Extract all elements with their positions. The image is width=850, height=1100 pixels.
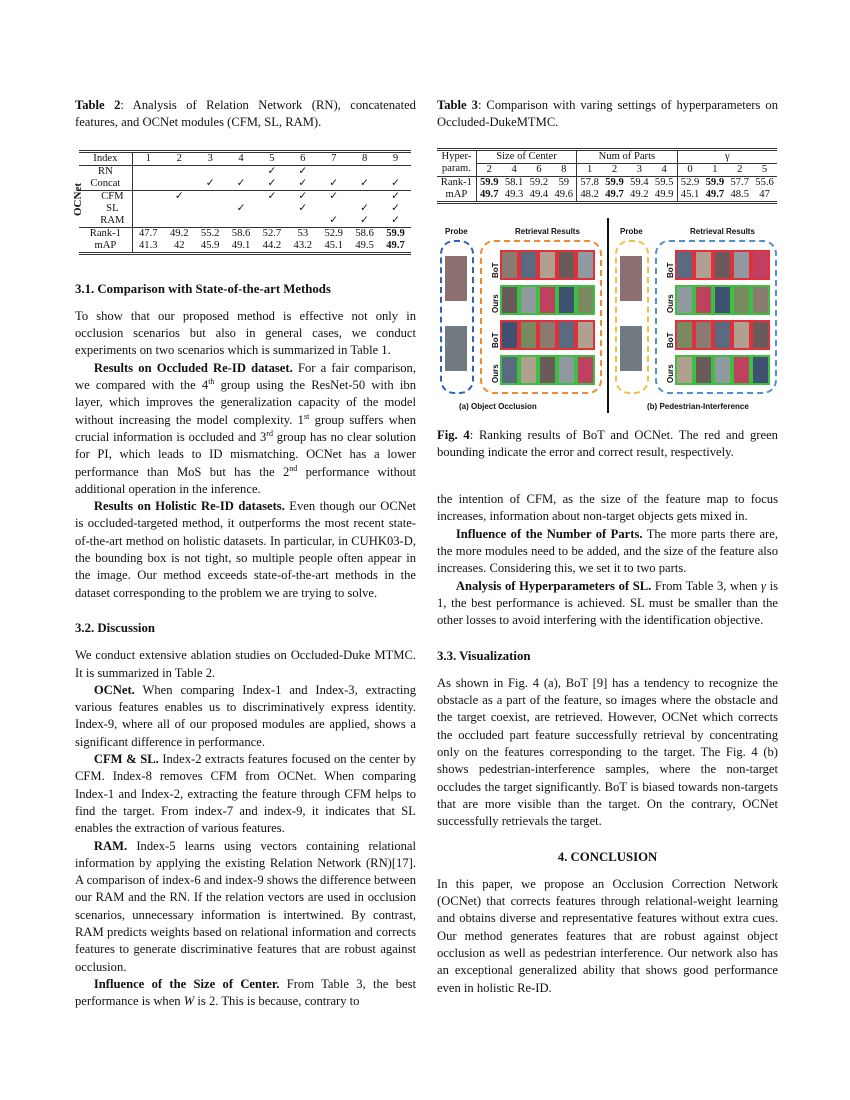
metric-value: 42 (173, 239, 185, 251)
error-result-image (519, 320, 538, 350)
table3 (437, 148, 777, 204)
table2 (72, 150, 411, 255)
check-cell: ✓ (267, 190, 277, 202)
text-span: As shown in Fig. 4 (a), BoT [9] has a tendency to recognize the obstacle as a part of the feature, so images where the obstacle and the target coexist, are retrieved. However, OCNet which corrects the occluded part feature successfully retrieval by concentrating only on the features corresponding to the target. The Fig. 4 (b) shows pedestrian-interference samples, where the non-target occludes the target significantly. BoT is biased towards non-targets that are more visible than the target. On the contrary, OCNet successfully retrievals the target. (437, 675, 778, 829)
error-result-image (713, 320, 732, 350)
text-span: group using the ResNet-50 with ibn layer, which improves the generalization capacity of the model without increasing the model complexity. 1 (75, 378, 416, 427)
error-result-image (557, 320, 576, 350)
setting-cell: 2 (486, 163, 492, 175)
paragraph (437, 876, 778, 997)
metric-value: 59.4 (630, 176, 649, 188)
text-span: When comparing Index-1 and Index-3, extracting various features enables us to discriminatively express identity. Index-9, where all of our proposed modules are applied, shows a significant difference in performance. (75, 682, 416, 749)
check-cell (195, 165, 226, 178)
figure4-label: Fig. 4 (437, 427, 470, 442)
metric-value: 52.9 (680, 176, 700, 188)
subfigure-caption: (a) Object Occlusion (459, 401, 537, 411)
text-span: From Table 3, when (651, 578, 761, 593)
error-result-image (751, 320, 770, 350)
probe-image (445, 256, 467, 301)
metric-value: 59.9 (386, 227, 405, 239)
index-cell: 2 (176, 152, 182, 164)
row-label: CFM (93, 190, 132, 203)
correct-result-image (732, 285, 751, 315)
check-cell: ✓ (391, 190, 400, 202)
table3-label: Table 3 (437, 98, 478, 112)
probe-image (620, 256, 642, 301)
metric-value: 57.8 (580, 176, 599, 188)
metric-label: Rank-1 (79, 227, 132, 240)
metric-value: 49.5 (355, 239, 374, 251)
text-span: From Table 3, the best performance is when (75, 976, 416, 1009)
row-label: SL (93, 203, 132, 215)
check-cell (349, 190, 380, 203)
text-span: Index-2 extracts features focused on the center by CFM. Index-8 removes CFM from OCNet. When comparing Index-1 and Index-2, extracting the feature through CFM helps to find the target. From index-7 and index-9, it indicates that SL enables the extraction of various features. (75, 752, 416, 836)
metric-row (437, 189, 777, 203)
text-span: nd (289, 463, 298, 473)
check-cell (226, 165, 257, 178)
check-cell (226, 190, 257, 203)
check-cell: ✓ (267, 177, 277, 189)
error-result-image (732, 320, 751, 350)
correct-result-image (751, 285, 770, 315)
text-span: Even though our OCNet is occluded-targeted method, it outperforms the most recent state-of-the-art method on holistic datasets. In particular, in CUHK03-D, the bounding box is not tight, so multiple people often appear in the image. Our method exceeds state-of-the-art methods in the dataset corresponding to the problem we are trying to solve. (75, 499, 416, 600)
correct-result-image (694, 355, 713, 385)
table2-label: Table 2 (75, 98, 121, 112)
paragraph (75, 647, 416, 682)
metric-row (79, 227, 411, 240)
check-cell: ✓ (329, 214, 339, 226)
text-span: W (183, 994, 195, 1009)
paragraph (437, 675, 778, 831)
metric-value: 45.1 (680, 188, 700, 200)
text-span: Index-5 learns using vectors containing relational information by applying the existing Relation Network (RN)[17]. A comparison of index-6 and index-9 shows the difference between our RAM and the RN. If the relation vectors are used in occlusion scenarios, unnecessary information is intertwined. By contrast, RAM predicts weights based on relational information and corrects features to generate discriminative features that are robust against occlusion. (75, 838, 416, 974)
text-span: Analysis of Hyperparameters of SL. (455, 578, 652, 593)
metric-value: 59.9 (479, 176, 499, 188)
correct-result-image (557, 355, 576, 385)
text-span: Results on Occluded Re-ID dataset. (93, 360, 293, 375)
setting-cell: 4 (511, 163, 517, 175)
metric-value: 47 (759, 188, 770, 200)
row-label: Concat (79, 178, 132, 191)
metric-value: 49.7 (705, 188, 725, 200)
error-result-image (557, 250, 576, 280)
check-cell: ✓ (360, 202, 370, 214)
check-cell: ✓ (360, 177, 370, 189)
metric-value: 45.1 (324, 239, 343, 251)
ours-row-label: Ours (491, 363, 500, 383)
setting-cell: 2 (737, 163, 743, 175)
text-span: is 1, the best performance is achieved. SL must be smaller than the other losses to avoid interfering with the identification objective. (437, 578, 778, 628)
right-column (437, 97, 778, 997)
correct-result-image (675, 355, 694, 385)
metric-value: 58.6 (231, 227, 251, 239)
error-result-image (576, 320, 595, 350)
error-result-image (538, 250, 557, 280)
correct-result-image (713, 355, 732, 385)
error-result-image (675, 250, 694, 280)
paragraph (437, 491, 778, 526)
check-cell (132, 178, 164, 191)
group-name: γ (677, 149, 777, 163)
correct-result-image (576, 285, 595, 315)
text-span: In this paper, we propose an Occlusion Correction Network (OCNet) that corrects features through relational-weight learning and obtains diverse and representative features without extra cues. Our method generates features that are robust against object occlusion as well as pedestrian interference. Our network also has an exceptional generalized ability that shows good performance even in holistic Re-ID. (437, 876, 778, 995)
correct-result-image (519, 355, 538, 385)
paragraph (437, 578, 778, 630)
metric-value: 49.7 (386, 239, 405, 251)
paragraph (437, 526, 778, 578)
text-span: performance without additional operation in the inference. (75, 464, 417, 496)
correct-result-image (538, 355, 557, 385)
check-cell (132, 165, 164, 178)
text-span: Influence of the Size of Center. (93, 976, 280, 991)
error-result-image (732, 250, 751, 280)
table-row (79, 190, 411, 203)
paragraph (75, 498, 416, 602)
index-header: Index (79, 151, 132, 165)
text-span: the intention of CFM, as the size of the feature map to focus increases, information about non-target objects gets mixed in. (437, 492, 778, 524)
metric-value: 48.5 (730, 188, 749, 200)
check-cell (195, 190, 226, 203)
setting-cell: 1 (712, 163, 718, 175)
metric-value: 52.9 (324, 227, 343, 239)
metric-value: 49.7 (605, 188, 624, 200)
ours-row-label: Ours (666, 293, 675, 313)
error-result-image (751, 250, 770, 280)
metric-label: mAP (437, 189, 476, 203)
check-cell (226, 215, 257, 228)
retrieval-label: Retrieval Results (515, 226, 580, 236)
metric-value: 41.3 (139, 239, 158, 251)
correct-result-image (751, 355, 770, 385)
paragraph (75, 682, 416, 751)
paragraph (75, 360, 416, 498)
table2-caption-text: : Analysis of Relation Network (RN), concatenated features, and OCNet modules (CFM, SL, RAM). (75, 98, 416, 130)
text-span: st (303, 411, 310, 421)
paragraph (75, 976, 416, 1011)
check-cell (132, 203, 164, 215)
index-cell: 3 (207, 152, 213, 164)
setting-cell: 6 (536, 163, 542, 175)
check-cell: ✓ (360, 214, 370, 226)
error-result-image (500, 250, 519, 280)
metric-value: 49.2 (169, 227, 189, 239)
metric-row (79, 240, 411, 254)
table-row (79, 165, 411, 178)
index-cell: 6 (300, 152, 306, 164)
check-cell: ✓ (236, 202, 246, 214)
metric-value: 58.1 (504, 176, 524, 188)
bot-row-label: BoT (491, 262, 500, 278)
metric-value: 59.5 (652, 176, 677, 189)
check-cell: ✓ (391, 214, 400, 226)
check-cell (195, 203, 226, 215)
check-cell (318, 165, 349, 178)
left-column (72, 97, 417, 1010)
text-span: To show that our proposed method is effective not only in occlusion scenarios but also in general cases, we conduct experiments on two scenarios which is summarized in Table 1. (75, 308, 416, 358)
error-result-image (694, 320, 713, 350)
check-cell (287, 215, 318, 228)
text-span: group suffers when crucial information is occluded and 3 (75, 412, 416, 444)
error-result-image (694, 250, 713, 280)
paragraph (75, 751, 416, 837)
text-span: th (208, 376, 215, 386)
section-heading: 4. CONCLUSION (557, 849, 658, 864)
check-cell: ✓ (298, 202, 308, 214)
error-result-image (519, 250, 538, 280)
metric-value: 49.7 (479, 188, 499, 200)
setting-cell: 5 (761, 163, 768, 175)
check-cell: ✓ (391, 177, 400, 189)
table-row (79, 215, 411, 228)
figure4-caption (437, 427, 778, 462)
check-cell (318, 203, 349, 215)
metric-value: 47.7 (139, 227, 158, 239)
figure-4 (437, 218, 778, 413)
check-cell (164, 215, 195, 228)
check-cell: ✓ (329, 177, 339, 189)
probe-image (620, 326, 642, 371)
index-cell: 4 (238, 152, 244, 164)
metric-value: 48.2 (580, 188, 599, 200)
metric-value: 59.9 (705, 176, 725, 188)
metric-value: 57.7 (730, 176, 749, 188)
metric-value: 49.6 (551, 189, 576, 203)
text-span: RAM. (93, 838, 128, 853)
error-result-image (713, 250, 732, 280)
metric-value: 49.4 (529, 188, 549, 200)
probe-label: Probe (445, 226, 468, 236)
paragraph (75, 308, 416, 360)
correct-result-image (557, 285, 576, 315)
ocnet-label (72, 182, 93, 227)
metric-value: 52.7 (262, 227, 282, 239)
check-cell: ✓ (298, 190, 308, 202)
metric-value: 49.3 (504, 188, 524, 200)
metric-value: 49.2 (630, 188, 649, 200)
check-cell: ✓ (174, 190, 184, 202)
check-cell: ✓ (298, 177, 308, 189)
text-span: For a fair comparison, we compared with the 4 (75, 360, 417, 393)
section-heading: 3.2. Discussion (75, 620, 155, 635)
metric-value: 53 (297, 227, 309, 239)
right-text (437, 491, 778, 997)
error-result-image (675, 320, 694, 350)
paragraph (75, 838, 416, 976)
index-cell: 1 (145, 152, 151, 164)
correct-result-image (576, 355, 595, 385)
metric-row (437, 176, 777, 189)
table2-caption (75, 97, 416, 132)
error-result-image (538, 320, 557, 350)
check-cell: ✓ (236, 177, 246, 189)
probe-image (445, 326, 467, 371)
check-cell (164, 165, 195, 178)
correct-result-image (500, 285, 519, 315)
text-span: is 2. This is because, contrary to (194, 994, 360, 1009)
check-cell (195, 215, 226, 228)
group-name: Size of Center (476, 149, 576, 163)
correct-result-image (675, 285, 694, 315)
check-cell: ✓ (298, 165, 308, 177)
bot-row-label: BoT (666, 332, 675, 348)
text-span: OCNet. (93, 682, 135, 697)
correct-result-image (538, 285, 557, 315)
text-span: CFM & SL. (93, 752, 159, 767)
table-header-row (79, 151, 411, 165)
row-label: RN (79, 165, 132, 178)
check-cell (132, 190, 164, 203)
group-header-row (437, 149, 777, 163)
index-cell: 5 (269, 152, 275, 164)
metric-value: 45.9 (200, 239, 220, 251)
check-cell: ✓ (205, 177, 215, 189)
metric-value: 59.2 (529, 176, 549, 188)
metric-value: 49.9 (652, 189, 677, 203)
text-span: γ (760, 578, 766, 593)
metric-value: 55.6 (755, 176, 774, 188)
correct-result-image (732, 355, 751, 385)
metric-value: 43.2 (293, 239, 313, 251)
ocnet-label-text: OCNet (72, 182, 84, 216)
check-cell: ✓ (267, 165, 277, 177)
table3-caption (437, 97, 778, 132)
index-cell: 9 (392, 152, 399, 164)
text-span: Influence of the Number of Parts. (455, 526, 643, 541)
hyper-label: Hyper- (437, 149, 476, 163)
text-span: Results on Holistic Re-ID datasets. (93, 499, 285, 514)
text-span: The more parts there are, the more modules need to be added, and the size of the feature also increases. Considering this, we set it to two parts. (437, 526, 778, 576)
check-cell (132, 215, 164, 228)
text-span: rd (266, 428, 273, 438)
check-cell (349, 165, 380, 178)
figure-divider (607, 218, 609, 413)
correct-result-image (519, 285, 538, 315)
row-label: RAM (93, 215, 132, 228)
text-span: We conduct extensive ablation studies on Occluded-Duke MTMC. It is summarized in Table 2. (75, 648, 416, 680)
metric-value: 59.9 (605, 176, 624, 188)
retrieval-label: Retrieval Results (690, 226, 755, 236)
metric-value: 55.2 (200, 227, 220, 239)
check-cell: ✓ (329, 190, 339, 202)
check-cell (164, 203, 195, 215)
error-result-image (500, 320, 519, 350)
correct-result-image (713, 285, 732, 315)
settings-row (437, 163, 777, 176)
metric-label: Rank-1 (437, 176, 476, 189)
bot-row-label: BoT (491, 332, 500, 348)
index-cell: 8 (361, 152, 368, 164)
table3-caption-text: : Comparison with varing settings of hyperparameters on Occluded-DukeMTMC. (437, 98, 778, 130)
text-span: group has no clear solution for PI, which leads to ID mismatching. OCNet has a lower performance than MoS but has the 2 (75, 429, 416, 479)
setting-cell: 1 (586, 163, 593, 175)
table-row (79, 178, 411, 191)
setting-cell: 2 (611, 163, 618, 175)
setting-cell: 3 (636, 163, 642, 175)
error-result-image (576, 250, 595, 280)
check-cell (256, 203, 287, 215)
correct-result-image (500, 355, 519, 385)
check-cell (256, 215, 287, 228)
subfigure-caption: (b) Pedestrian-Interference (647, 401, 749, 411)
setting-cell: 8 (551, 163, 576, 176)
ours-row-label: Ours (491, 293, 500, 313)
metric-value: 44.2 (262, 239, 282, 251)
section-heading: 3.3. Visualization (437, 648, 531, 663)
metric-value: 58.6 (355, 227, 374, 239)
left-text (75, 281, 416, 1011)
check-cell: ✓ (391, 202, 400, 214)
param-label: param. (437, 163, 476, 176)
metric-value: 49.1 (231, 239, 251, 251)
setting-cell: 0 (687, 163, 693, 175)
section-heading: 3.1. Comparison with State-of-the-art Methods (75, 281, 331, 296)
ours-row-label: Ours (666, 363, 675, 383)
check-cell (164, 178, 195, 191)
index-cell: 7 (331, 152, 337, 164)
probe-label: Probe (620, 226, 643, 236)
figure4-caption-text: : Ranking results of BoT and OCNet. The red and green bounding indicate the error and correct result, respectively. (437, 427, 778, 459)
setting-cell: 4 (652, 163, 677, 176)
bot-row-label: BoT (666, 262, 675, 278)
metric-value: 59 (551, 176, 576, 189)
metric-label: mAP (79, 240, 132, 254)
check-cell (380, 165, 411, 178)
group-name: Num of Parts (577, 149, 677, 163)
correct-result-image (694, 285, 713, 315)
table-row (79, 203, 411, 215)
